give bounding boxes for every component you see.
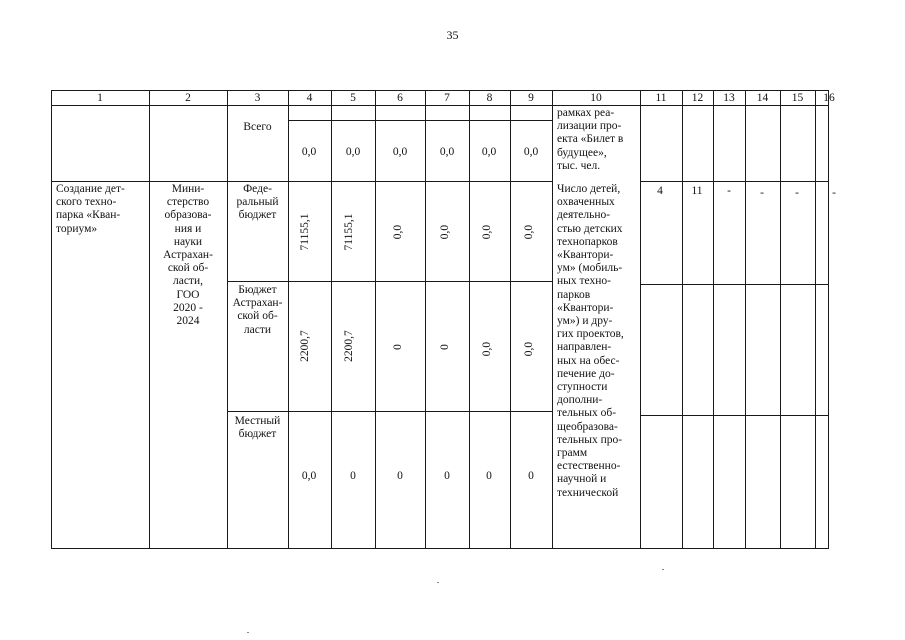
header-cell: 12: [691, 92, 704, 104]
year-value-12: 11: [691, 185, 703, 197]
header-cell: 16: [823, 92, 835, 104]
value-total-6: 0,0: [392, 146, 408, 158]
header-cell: 1: [97, 92, 103, 104]
value-federal-7: 0,0: [439, 224, 451, 240]
header-cell: 3: [254, 92, 261, 104]
value-local-4: 0,0: [301, 470, 317, 482]
value-regional-9: 0,0: [523, 341, 535, 357]
header-cell: 5: [350, 92, 356, 104]
rule-row2-cols3-9: [227, 281, 552, 282]
col-line-4: [331, 90, 332, 549]
value-total-7: 0,0: [439, 146, 455, 158]
scan-speck: [662, 569, 664, 570]
header-cell: 4: [306, 92, 313, 104]
indicator-text: Число детей, охваченных деятельно- стью детских технопарков «Квантори- ум» (мобиль- ных техно- парков «Квантори- ум») и дру- гих проектов, направлен- ных на обес- печение до- ступности дополни- тельных об- щеобразова- тельных про- грамм естественно- научной и технической: [557, 183, 624, 499]
source-regional: Бюджет Астрахан- ской об- ласти: [232, 284, 283, 336]
header-cell: 13: [723, 92, 735, 104]
col-line-7: [469, 90, 470, 549]
value-total-5: 0,0: [345, 146, 361, 158]
value-federal-8: 0,0: [481, 224, 493, 240]
rule-row3-right: [640, 415, 829, 416]
value-federal-5: 71155,1: [343, 213, 355, 251]
value-regional-8: 0,0: [481, 341, 493, 357]
col-line-8: [510, 90, 511, 549]
header-cell: 14: [756, 92, 769, 104]
rule-row3-cols3-9: [227, 411, 552, 412]
value-local-8: 0: [486, 470, 492, 482]
col-line-14: [780, 90, 781, 549]
col-line-0: [51, 90, 52, 549]
measure-name: Создание дет- ского техно- парка «Кван- ториум»: [56, 183, 125, 235]
col-line-12: [713, 90, 714, 549]
year-value-11: 4: [657, 185, 663, 197]
executor-name: Мини- стерство образова- ния и науки Астрахан- ской об- ласти, ГОО 2020 - 2024: [163, 183, 213, 328]
col-line-13: [745, 90, 746, 549]
value-federal-6: 0,0: [392, 224, 404, 240]
rule-total-tick: [288, 120, 552, 121]
page-number: 35: [446, 28, 459, 42]
indicator-total: рамках реа- лизации про- екта «Билет в будущее», тыс. чел.: [557, 107, 624, 172]
year-value-13: -: [727, 185, 731, 197]
header-cell: 8: [486, 92, 493, 104]
header-cell: 15: [791, 92, 804, 104]
value-federal-9: 0,0: [523, 224, 535, 240]
rule-row1-left: [51, 181, 552, 182]
header-cell: 9: [528, 92, 534, 104]
header-cell: 11: [655, 92, 667, 104]
value-federal-4: 71155,1: [299, 213, 311, 251]
rule-row1-right: [640, 181, 829, 182]
col-line-5: [375, 90, 376, 549]
value-regional-7: 0: [439, 344, 451, 350]
col-line-15: [815, 90, 816, 549]
col-line-3: [288, 90, 289, 549]
value-local-5: 0: [350, 470, 356, 482]
value-local-9: 0: [528, 470, 534, 482]
year-value-15: -: [795, 187, 799, 199]
value-total-8: 0,0: [481, 146, 497, 158]
value-local-7: 0: [444, 470, 450, 482]
value-regional-5: 2200,7: [343, 330, 355, 362]
source-total: Всего: [243, 121, 272, 133]
scan-speck: [437, 582, 439, 583]
col-line-16: [828, 90, 829, 549]
header-cell: 6: [397, 92, 403, 104]
value-total-9: 0,0: [523, 146, 539, 158]
scan-speck: [247, 632, 249, 633]
header-cell: 7: [444, 92, 450, 104]
header-cell: 2: [185, 92, 191, 104]
year-value-14: -: [760, 187, 764, 199]
year-value-16: -: [832, 187, 836, 199]
header-cell: 10: [590, 92, 602, 104]
col-line-6: [425, 90, 426, 549]
source-local: Местный бюджет: [234, 415, 281, 441]
value-total-4: 0,0: [301, 146, 317, 158]
value-regional-6: 0: [392, 344, 404, 350]
col-line-11: [682, 90, 683, 549]
col-line-9: [552, 90, 553, 549]
source-federal: Феде- ральный бюджет: [236, 183, 279, 222]
value-local-6: 0: [397, 470, 403, 482]
col-line-10: [640, 90, 641, 549]
rule-row2-right: [640, 284, 829, 285]
value-regional-4: 2200,7: [299, 330, 311, 362]
